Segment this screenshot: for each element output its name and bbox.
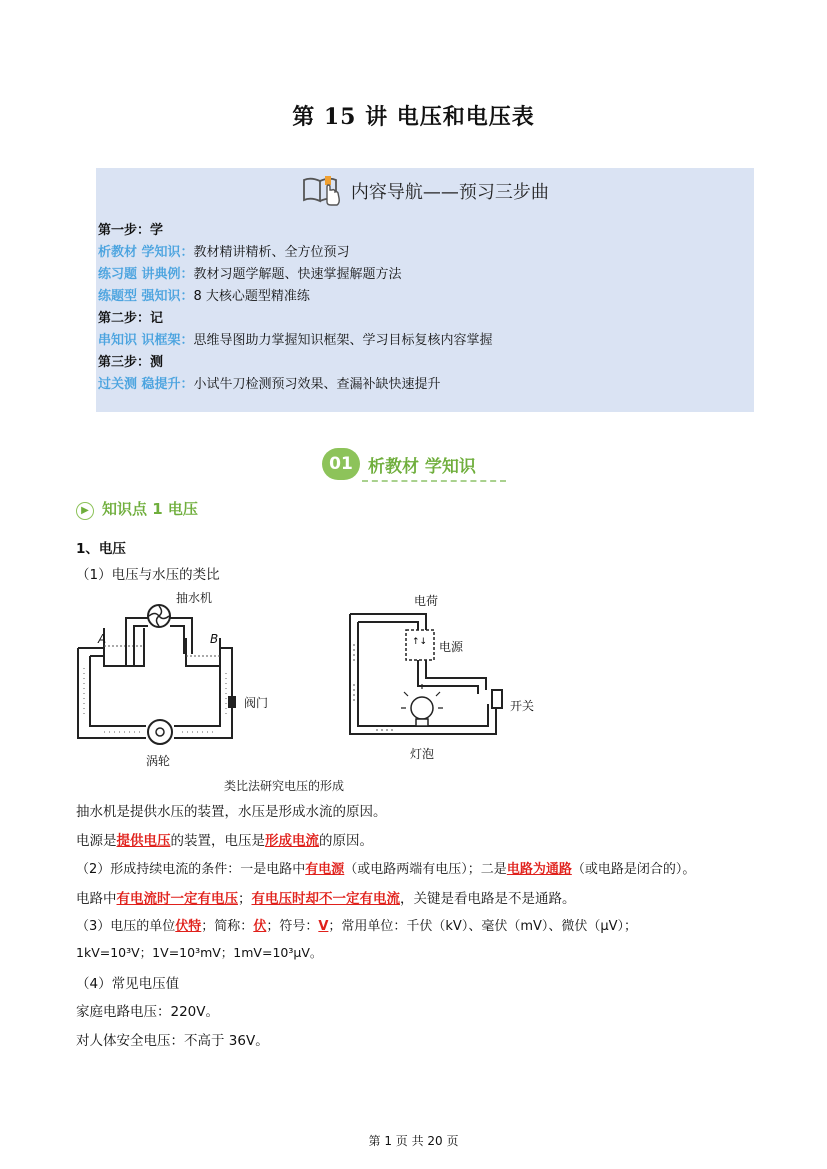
- water-circuit-figure: [74, 598, 274, 768]
- nav-heading-text: 内容导航——预习三步曲: [350, 182, 549, 203]
- svg-text:↑↓: ↑↓: [412, 637, 428, 647]
- book-icon: [301, 174, 343, 206]
- label-a: A: [98, 632, 107, 646]
- knowledge-point-heading: [76, 498, 198, 520]
- subheading-common-values: （4）常见电压值: [76, 976, 180, 992]
- highlight-text: 电路为通路: [506, 862, 572, 877]
- section-underline: [362, 480, 506, 482]
- step-item: [98, 242, 493, 264]
- step-title: 第二步：记: [98, 311, 164, 326]
- paragraph-current-voltage: [76, 887, 576, 907]
- text: （或电路是闭合的）。: [571, 862, 696, 877]
- highlight-text: 有电压时却不一定有电流: [251, 891, 400, 907]
- label-charge: 电荷: [414, 594, 439, 608]
- step-item-label: 练习题 讲典例：: [98, 267, 194, 282]
- text: 电路中: [76, 891, 117, 907]
- nav-heading: [96, 174, 754, 206]
- paragraph-home-voltage: 家庭电路电压：220V。: [76, 1004, 220, 1020]
- step-item-label: 析教材 学知识：: [98, 245, 194, 260]
- knowledge-point-text: 知识点 1 电压: [102, 500, 198, 518]
- section-banner: [322, 446, 506, 486]
- paragraph-safe-voltage: 对人体安全电压：不高于 36V。: [76, 1033, 269, 1049]
- label-b: B: [210, 632, 219, 646]
- page-footer: 第 1 页 共 20 页: [368, 1134, 459, 1148]
- section-number: 01: [322, 448, 360, 480]
- step-item: [98, 330, 493, 352]
- highlight-text: V: [318, 919, 329, 934]
- label-source: 电源: [439, 640, 464, 654]
- electric-circuit-figure: [346, 604, 516, 744]
- text: 的原因。: [319, 833, 373, 849]
- text: ；符号：: [266, 919, 319, 934]
- page-title: 第 15 讲 电压和电压表: [292, 104, 535, 130]
- step-item-desc: 教材习题学解题、快速掌握解题方法: [193, 267, 402, 282]
- paragraph-source: [76, 829, 373, 849]
- step-item-desc: 小试牛刀检测预习效果、查漏补缺快速提升: [193, 377, 441, 392]
- step-item: [98, 374, 493, 396]
- text: （2）形成持续电流的条件：一是电路中: [76, 862, 306, 877]
- section-title: 析教材 学知识: [368, 457, 476, 477]
- highlight-text: 形成电流: [265, 833, 319, 849]
- label-switch: 开关: [510, 699, 535, 713]
- text: 电源是: [76, 833, 117, 849]
- step-item: [98, 264, 493, 286]
- highlight-text: 提供电压: [116, 833, 171, 849]
- text: ；常用单位：千伏（kV）、毫伏（mV）、微伏（μV）；: [328, 919, 638, 934]
- text: ；简称：: [201, 919, 254, 934]
- steps-list: [98, 220, 493, 396]
- label-valve: 阀门: [244, 696, 269, 710]
- paragraph-pump: 抽水机是提供水压的装置，水压是形成水流的原因。: [76, 804, 387, 820]
- step-item-label: 练题型 强知识：: [98, 289, 194, 304]
- text: （3）电压的单位: [76, 919, 176, 934]
- step-item-label: 过关测 稳提升：: [98, 377, 194, 392]
- step-item-desc: 思维导图助力掌握知识框架、学习目标复核内容掌握: [193, 333, 493, 348]
- paragraph-units: [76, 915, 637, 934]
- text: ，关键是看电路是不是通路。: [400, 891, 576, 907]
- step-item-label: 串知识 识框架：: [98, 333, 194, 348]
- label-pump: 抽水机: [176, 591, 213, 605]
- content-navigation-box: [96, 168, 754, 412]
- text: 的装置，电压是: [170, 833, 265, 849]
- heading-voltage: 1、电压: [76, 541, 126, 557]
- highlight-text: 伏: [253, 919, 267, 934]
- label-bulb: 灯泡: [410, 747, 435, 761]
- step-item-desc: 教材精讲精析、全方位预习: [193, 245, 350, 260]
- highlight-text: 有电流时一定有电压: [116, 891, 238, 907]
- text: ；: [238, 891, 252, 907]
- step-item-desc: 8 大核心题型精准练: [193, 289, 310, 304]
- paragraph-conversions: 1kV=10³V；1V=10³mV；1mV=10³μV。: [76, 945, 323, 960]
- text: （或电路两端有电压）；二是: [344, 862, 507, 877]
- step-item: [98, 286, 493, 308]
- subheading-analogy: （1）电压与水压的类比: [76, 567, 220, 583]
- label-turbine: 涡轮: [146, 754, 171, 768]
- highlight-text: 有电源: [305, 862, 345, 877]
- play-icon: ▶: [76, 502, 94, 520]
- paragraph-conditions: [76, 858, 695, 877]
- step-title: 第三步：测: [98, 355, 164, 370]
- highlight-text: 伏特: [175, 919, 202, 934]
- figure-caption: 类比法研究电压的形成: [224, 779, 345, 793]
- step-title: 第一步：学: [98, 223, 164, 238]
